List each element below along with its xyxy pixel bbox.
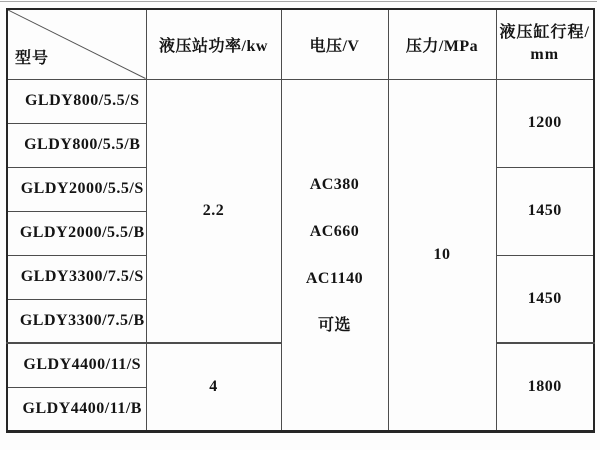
model-cell: GLDY4400/11/S bbox=[7, 343, 146, 387]
header-pressure-label: 压力/MPa bbox=[388, 9, 496, 79]
model-cell: GLDY2000/5.5/S bbox=[7, 167, 146, 211]
voltage-option: AC660 bbox=[309, 222, 360, 240]
header-row bbox=[7, 9, 594, 79]
voltage-options-cell bbox=[281, 79, 388, 431]
stroke-value-cell: 1800 bbox=[496, 343, 594, 431]
header-voltage-label: 电压/V bbox=[281, 9, 388, 79]
power-value-cell: 4 bbox=[146, 343, 281, 431]
stroke-value-cell: 1450 bbox=[496, 255, 594, 343]
header-model-label: 型号 bbox=[15, 49, 50, 67]
pressure-value-cell: 10 bbox=[388, 79, 496, 431]
header-stroke-label-line2: mm bbox=[530, 46, 560, 64]
header-stroke-label-line1: 液压缸行程/ bbox=[499, 24, 590, 42]
header-stroke-cell bbox=[496, 9, 594, 79]
power-value-cell: 2.2 bbox=[146, 79, 281, 343]
top-edge-line bbox=[0, 1, 597, 2]
stroke-value-cell: 1200 bbox=[496, 79, 594, 167]
voltage-option: AC1140 bbox=[305, 269, 364, 287]
voltage-options-stack bbox=[282, 161, 388, 349]
model-cell: GLDY4400/11/B bbox=[7, 387, 146, 431]
model-cell: GLDY2000/5.5/B bbox=[7, 211, 146, 255]
model-cell: GLDY3300/7.5/S bbox=[7, 255, 146, 299]
table-row bbox=[7, 79, 594, 123]
spec-table bbox=[6, 8, 595, 433]
voltage-option: 可选 bbox=[317, 316, 351, 334]
header-power-label: 液压站功率/kw bbox=[146, 9, 281, 79]
model-cell: GLDY800/5.5/B bbox=[7, 123, 146, 167]
voltage-option: AC380 bbox=[309, 175, 360, 193]
header-model-cell bbox=[7, 9, 146, 79]
model-cell: GLDY3300/7.5/B bbox=[7, 299, 146, 343]
model-cell: GLDY800/5.5/S bbox=[7, 79, 146, 123]
stroke-value-cell: 1450 bbox=[496, 167, 594, 255]
